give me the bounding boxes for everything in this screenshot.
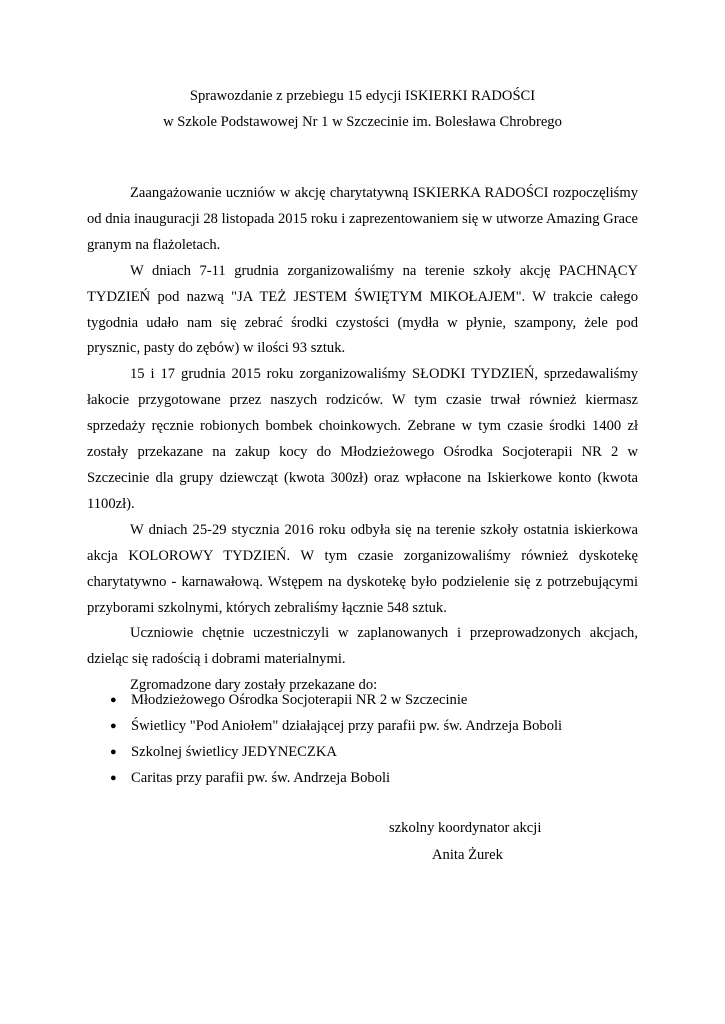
recipient-text: Świetlicy "Pod Aniołem" działającej przy parafii pw. św. Andrzeja Boboli: [131, 718, 563, 734]
paragraph-participation: Uczniowie chętnie uczestniczyli w zaplanowanych i przeprowadzonych akcjach, dzieląc się radością i dobrami materialnymi.: [87, 625, 638, 668]
list-item: [0, 766, 725, 790]
report-title-line-2: w Szkole Podstawowej Nr 1 w Szczecinie im. Bolesława Chrobrego: [163, 114, 562, 130]
bullet-icon: ●: [110, 720, 117, 732]
recipient-text: Młodzieżowego Ośrodka Socjoterapii NR 2 w Szczecinie: [131, 692, 468, 708]
paragraph-colorful-week: W dniach 25-29 stycznia 2016 roku odbyła się na terenie szkoły ostatnia iskierkowa akcja KOLOROWY TYDZIEŃ. W tym czasie zorganizowaliśmy również dyskotekę charytatywno - karnawałową. Wstępem na dyskotekę było podzielenie się z potrzebującymi przyborami szkolnymi, których zebraliśmy łącznie 548 sztuk.: [87, 521, 638, 616]
paragraph-fragrant-week: W dniach 7-11 grudnia zorganizowaliśmy na terenie szkoły akcję PACHNĄCY TYDZIEŃ pod nazwą "JA TEŻ JESTEM ŚWIĘTYM MIKOŁAJEM". W trakcie całego tygodnia udało nam się zebrać środki czystości (mydła w płynie, szampony, żele pod prysznic, pasty do zębów) w ilości 93 sztuk.: [87, 262, 638, 357]
report-title-line-1: Sprawozdanie z przebiegu 15 edycji ISKIERKI RADOŚCI: [189, 88, 536, 104]
list-item: [0, 688, 725, 712]
paragraph-donations-intro: Zgromadzone dary zostały przekazane do:: [130, 677, 378, 694]
recipient-text: Caritas przy parafii pw. św. Andrzeja Boboli: [131, 770, 391, 786]
signature-name: Anita Żurek: [432, 847, 503, 863]
recipient-text: Szkolnej świetlicy JEDYNECZKA: [131, 744, 337, 760]
list-item: [0, 740, 725, 764]
list-item: [0, 714, 725, 738]
report-body: [87, 181, 638, 699]
bullet-icon: ●: [110, 772, 117, 784]
signature-role: szkolny koordynator akcji: [389, 820, 542, 836]
paragraph-sweet-week: 15 i 17 grudnia 2015 roku zorganizowaliśmy SŁODKI TYDZIEŃ, sprzedawaliśmy łakocie przygotowane przez naszych rodziców. W tym czasie trwał również kiermasz sprzedaży ręcznie robionych bombek choinkowych. Zebrane w tym czasie środki 1400 zł zostały przekazane na zakup kocy do Młodzieżowego Ośrodka Socjoterapii NR 2 w Szczecinie dla grupy dziewcząt (kwota 300zł) oraz wpłacone na Iskierkowe konto (kwota 1100zł).: [87, 366, 638, 512]
paragraph-inauguration: Zaangażowanie uczniów w akcję charytatywną ISKIERKA RADOŚCI rozpoczęliśmy od dnia inauguracji 28 listopada 2015 roku i zaprezentowaniem się w utworze Amazing Grace granym na flażoletach.: [87, 185, 638, 253]
bullet-icon: ●: [110, 694, 117, 706]
bullet-icon: ●: [110, 746, 117, 758]
